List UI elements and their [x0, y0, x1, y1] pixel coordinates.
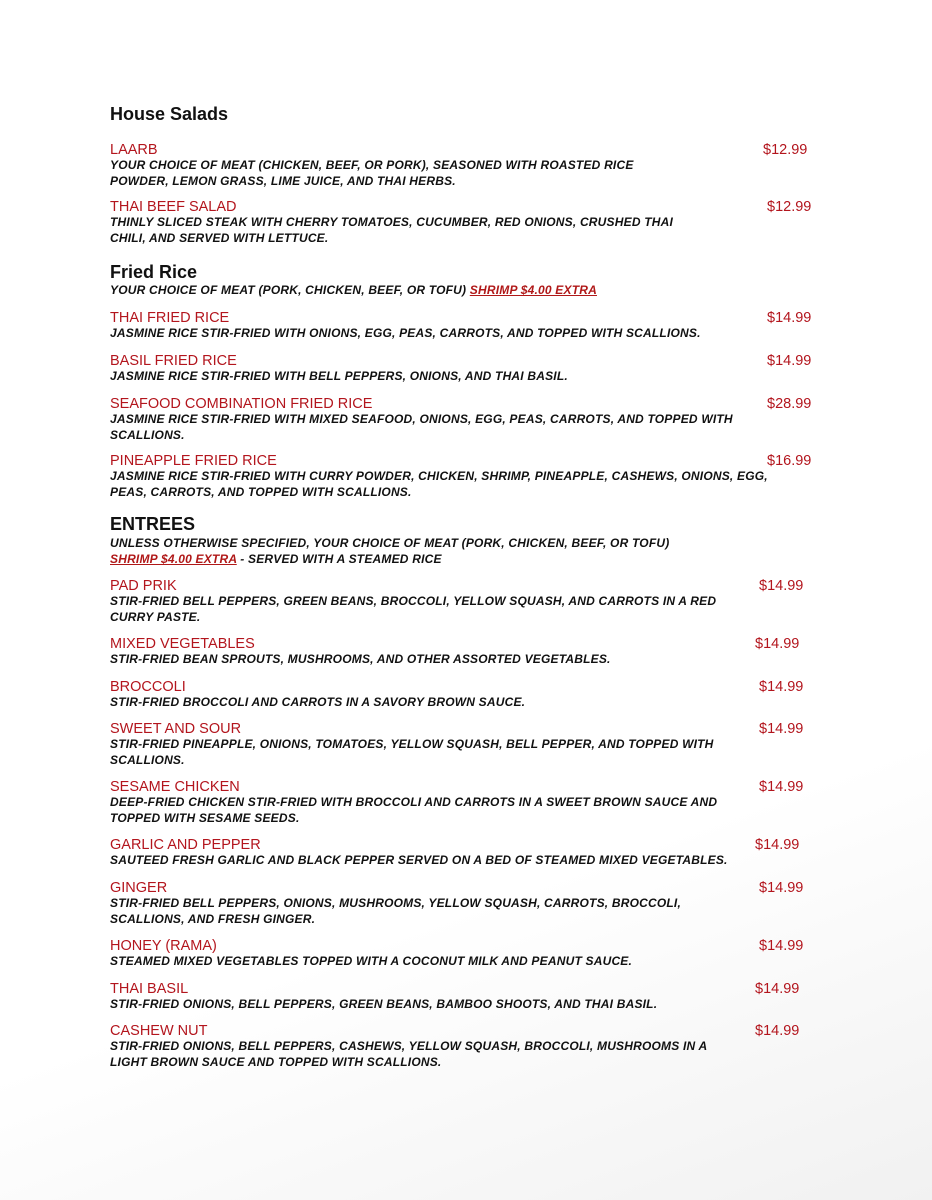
item-description: STIR-FRIED BELL PEPPERS, ONIONS, MUSHROOMS, YELLOW SQUASH, CARROTS, BROCCOLI, SCALLIONS, AND FRESH GINGER. — [110, 896, 681, 926]
item-description: JASMINE RICE STIR-FRIED WITH ONIONS, EGG, PEAS, CARROTS, AND TOPPED WITH SCALLIONS. — [110, 326, 701, 340]
item-price: $14.99 — [767, 353, 812, 369]
shrimp-extra-note: SHRIMP $4.00 EXTRA — [469, 283, 597, 297]
item-description: JASMINE RICE STIR-FRIED WITH BELL PEPPERS, ONIONS, AND THAI BASIL. — [110, 369, 568, 383]
item-name: SWEET AND SOUR — [110, 721, 242, 737]
item-description: STEAMED MIXED VEGETABLES TOPPED WITH A COCONUT MILK AND PEANUT SAUCE. — [110, 954, 633, 968]
note-text: UNLESS OTHERWISE SPECIFIED, YOUR CHOICE OF MEAT (PORK, CHICKEN, BEEF, OR TOFU) — [110, 536, 670, 550]
item-description: YOUR CHOICE OF MEAT (CHICKEN, BEEF, OR PORK), SEASONED WITH ROASTED RICE POWDER, LEMON GRASS, LIME JUICE, AND THAI HERBS. — [110, 158, 634, 188]
item-price: $14.99 — [759, 679, 804, 695]
item-name: BASIL FRIED RICE — [110, 353, 237, 369]
item-name: MIXED VEGETABLES — [110, 636, 255, 652]
item-description: THINLY SLICED STEAK WITH CHERRY TOMATOES, CUCUMBER, RED ONIONS, CRUSHED THAI CHILI, AND SERVED WITH LETTUCE. — [110, 215, 674, 245]
item-description: JASMINE RICE STIR-FRIED WITH CURRY POWDER, CHICKEN, SHRIMP, PINEAPPLE, CASHEWS, ONIONS, EGG, PEAS, CARROTS, AND TOPPED WITH SCALLIONS. — [110, 469, 768, 499]
item-price: $14.99 — [755, 1023, 800, 1039]
item-price: $14.99 — [759, 721, 804, 737]
section-title-house-salads: House Salads — [110, 104, 229, 124]
item-name: CASHEW NUT — [110, 1023, 208, 1039]
section-note-fried-rice — [110, 282, 597, 298]
item-description: SAUTEED FRESH GARLIC AND BLACK PEPPER SERVED ON A BED OF STEAMED MIXED VEGETABLES. — [110, 853, 728, 867]
item-name: SESAME CHICKEN — [110, 779, 240, 795]
item-description: STIR-FRIED ONIONS, BELL PEPPERS, CASHEWS, YELLOW SQUASH, BROCCOLI, MUSHROOMS IN A LIGHT BROWN SAUCE AND TOPPED WITH SCALLIONS. — [110, 1039, 707, 1069]
section-title-fried-rice: Fried Rice — [110, 262, 198, 282]
item-description: DEEP-FRIED CHICKEN STIR-FRIED WITH BROCCOLI AND CARROTS IN A SWEET BROWN SAUCE AND TOPPED WITH SESAME SEEDS. — [110, 795, 718, 825]
item-price: $16.99 — [767, 453, 812, 469]
section-note-entrees — [110, 535, 750, 567]
item-price: $14.99 — [755, 636, 800, 652]
item-name: GARLIC AND PEPPER — [110, 837, 261, 853]
item-price: $14.99 — [759, 578, 804, 594]
item-name: THAI BEEF SALAD — [110, 199, 237, 215]
item-description: JASMINE RICE STIR-FRIED WITH MIXED SEAFOOD, ONIONS, EGG, PEAS, CARROTS, AND TOPPED WITH SCALLIONS. — [110, 412, 733, 442]
item-name: THAI FRIED RICE — [110, 310, 230, 326]
section-title-entrees: ENTREES — [110, 514, 196, 534]
item-description: STIR-FRIED BROCCOLI AND CARROTS IN A SAVORY BROWN SAUCE. — [110, 695, 526, 709]
item-name: SEAFOOD COMBINATION FRIED RICE — [110, 396, 373, 412]
item-name: GINGER — [110, 880, 168, 896]
note-text-rice: - SERVED WITH A STEAMED RICE — [236, 552, 442, 566]
item-price: $28.99 — [767, 396, 812, 412]
item-name: PAD PRIK — [110, 578, 177, 594]
item-price: $14.99 — [755, 837, 800, 853]
item-price: $12.99 — [767, 199, 812, 215]
item-description: STIR-FRIED BELL PEPPERS, GREEN BEANS, BROCCOLI, YELLOW SQUASH, AND CARROTS IN A RED CURRY PASTE. — [110, 594, 717, 624]
note-text: YOUR CHOICE OF MEAT (PORK, CHICKEN, BEEF, OR TOFU) — [110, 283, 467, 297]
item-description: STIR-FRIED PINEAPPLE, ONIONS, TOMATOES, YELLOW SQUASH, BELL PEPPER, AND TOPPED WITH SCALLIONS. — [110, 737, 714, 767]
item-description: STIR-FRIED BEAN SPROUTS, MUSHROOMS, AND OTHER ASSORTED VEGETABLES. — [110, 652, 611, 666]
item-price: $14.99 — [755, 981, 800, 997]
item-name: LAARB — [110, 142, 158, 158]
item-name: HONEY (RAMA) — [110, 938, 217, 954]
item-price: $14.99 — [759, 779, 804, 795]
item-description: STIR-FRIED ONIONS, BELL PEPPERS, GREEN BEANS, BAMBOO SHOOTS, AND THAI BASIL. — [110, 997, 658, 1011]
item-name: PINEAPPLE FRIED RICE — [110, 453, 277, 469]
item-name: BROCCOLI — [110, 679, 186, 695]
item-price: $12.99 — [763, 142, 808, 158]
item-price: $14.99 — [759, 938, 804, 954]
item-name: THAI BASIL — [110, 981, 189, 997]
shrimp-extra-note: SHRIMP $4.00 EXTRA — [110, 552, 237, 566]
item-price: $14.99 — [759, 880, 804, 896]
item-price: $14.99 — [767, 310, 812, 326]
